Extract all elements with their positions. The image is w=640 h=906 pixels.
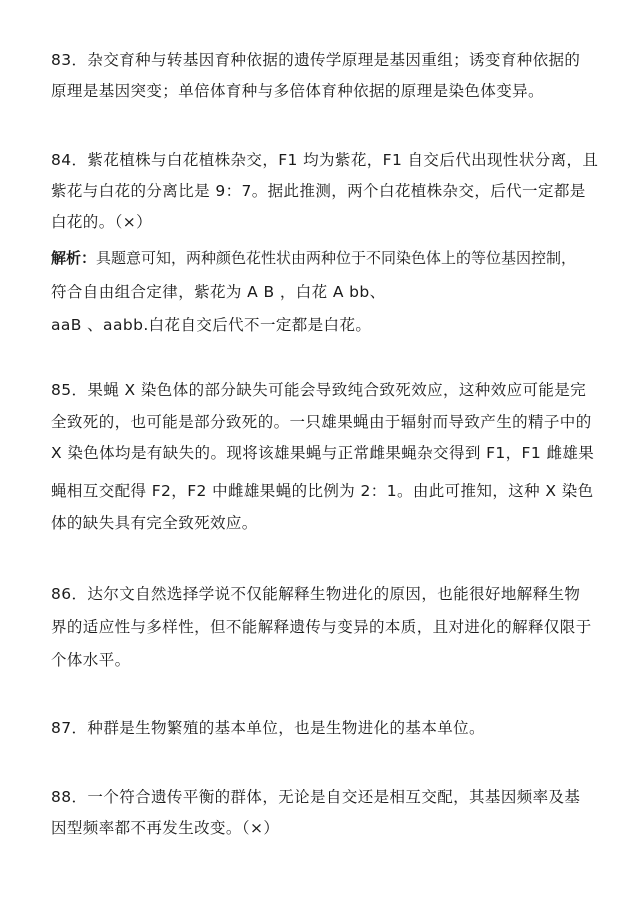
text-line: 84．紫花植株与白花植株杂交，F1 均为紫花，F1 自交后代出现性状分离，且: [51, 151, 599, 169]
analysis-text: aaB 、aabb.白花自交后代不一定都是白花。: [51, 316, 372, 334]
text-line: 白花的。（×）: [51, 213, 153, 231]
analysis-label: 解析：: [51, 249, 97, 267]
text-line: 体的缺失具有完全致死效应。: [51, 514, 258, 532]
analysis-text: 符合自由组合定律，紫花为 A B ，白花 A bb、: [51, 283, 386, 301]
text-line: 界的适应性与多样性，但不能解释遗传与变异的本质，且对进化的解释仅限于: [51, 618, 592, 636]
analysis-line: [51, 248, 611, 268]
text-line: 原理是基因突变；单倍体育种与多倍体育种依据的原理是染色体变异。: [51, 82, 544, 100]
text-line: 86．达尔文自然选择学说不仅能解释生物进化的原因，也能很好地解释生物: [51, 585, 581, 603]
analysis-text: 具题意可知，两种颜色花性状由两种位于不同染色体上的等位基因控制，: [96, 249, 577, 267]
text-line: 个体水平。: [51, 651, 131, 669]
text-line: 全致死的，也可能是部分致死的。一只雄果蝇由于辐射而导致产生的精子中的: [51, 413, 592, 431]
text-line: 88．一个符合遗传平衡的群体，无论是自交还是相互交配，其基因频率及基: [51, 788, 581, 806]
text-line: 紫花与白花的分离比是 9：7。据此推测，两个白花植株杂交，后代一定都是: [51, 182, 586, 200]
text-line: 87．种群是生物繁殖的基本单位，也是生物进化的基本单位。: [51, 719, 485, 737]
text-line: 83．杂交育种与转基因育种依据的遗传学原理是基因重组；诱变育种依据的: [51, 51, 581, 69]
text-line: 85．果蝇 X 染色体的部分缺失可能会导致纯合致死效应，这种效应可能是完: [51, 381, 587, 399]
text-line: X 染色体均是有缺失的。现将该雄果蝇与正常雌果蝇杂交得到 F1，F1 雌雄果: [51, 444, 595, 462]
text-line: 因型频率都不再发生改变。（×）: [51, 819, 280, 837]
text-line: 蝇相互交配得 F2，F2 中雌雄果蝇的比例为 2：1。由此可推知，这种 X 染色: [51, 482, 594, 500]
